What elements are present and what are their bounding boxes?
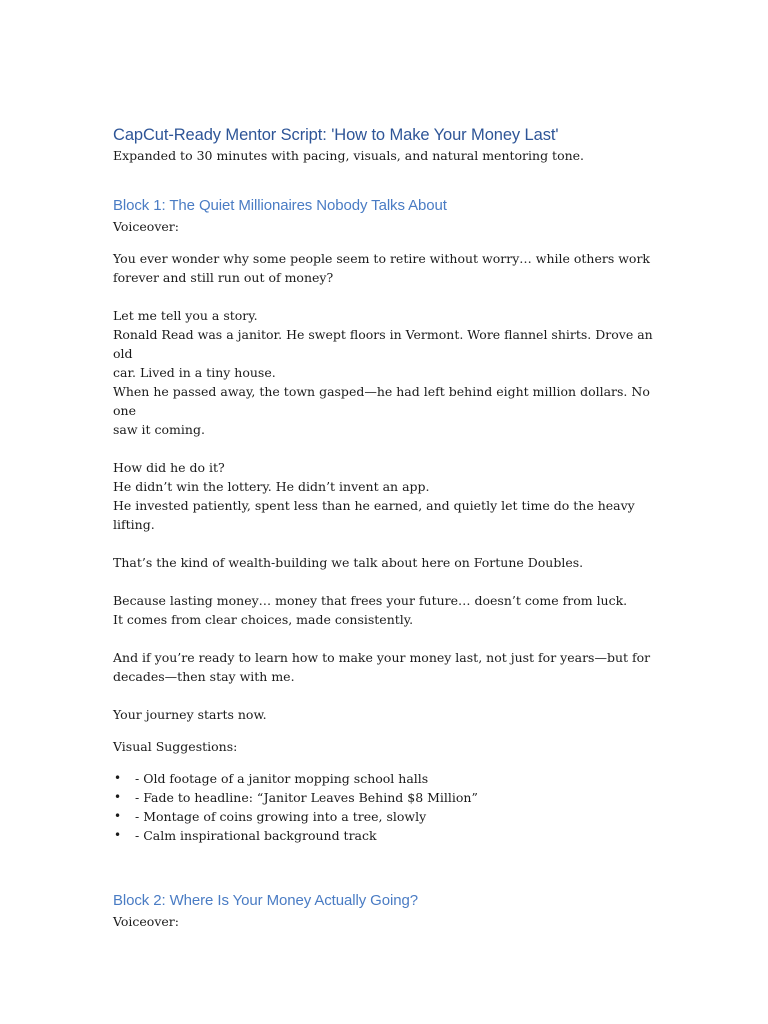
block-2-voiceover-label: Voiceover: bbox=[113, 914, 179, 929]
text-line: car. Lived in a tiny house. bbox=[113, 365, 276, 380]
paragraph bbox=[113, 705, 653, 724]
text-line: And if you’re ready to learn how to make your money last, not just for years—but for bbox=[113, 650, 651, 665]
bullet-icon: • bbox=[114, 771, 122, 785]
document-title: CapCut-Ready Mentor Script: 'How to Make Your Money Last' bbox=[113, 126, 559, 144]
paragraph bbox=[113, 458, 653, 534]
text-line: How did he do it? bbox=[113, 460, 225, 475]
list-item-text: - Fade to headline: “Janitor Leaves Behind $8 Million” bbox=[135, 790, 478, 805]
bullet-icon: • bbox=[114, 790, 122, 804]
block-1-visual-label: Visual Suggestions: bbox=[113, 739, 238, 754]
list-item bbox=[113, 788, 653, 807]
text-line: decades—then stay with me. bbox=[113, 669, 295, 684]
text-line: You ever wonder why some people seem to retire without worry… while others work bbox=[113, 251, 650, 266]
text-line: It comes from clear choices, made consistently. bbox=[113, 612, 414, 627]
list-item bbox=[113, 826, 653, 845]
text-line: Let me tell you a story. bbox=[113, 308, 258, 323]
block-2-heading: Block 2: Where Is Your Money Actually Going? bbox=[113, 892, 418, 909]
paragraph bbox=[113, 553, 653, 572]
bullet-icon: • bbox=[114, 828, 122, 842]
bullet-icon: • bbox=[114, 809, 122, 823]
block-1-heading: Block 1: The Quiet Millionaires Nobody Talks About bbox=[113, 197, 447, 214]
text-line: When he passed away, the town gasped—he had left behind eight million dollars. No one bbox=[113, 384, 650, 418]
text-line: saw it coming. bbox=[113, 422, 205, 437]
list-item bbox=[113, 769, 653, 788]
list-item-text: - Montage of coins growing into a tree, slowly bbox=[135, 809, 427, 824]
block-1-voiceover-text bbox=[113, 249, 653, 724]
text-line: Your journey starts now. bbox=[113, 707, 267, 722]
text-line: Because lasting money… money that frees your future… doesn’t come from luck. bbox=[113, 593, 628, 608]
list-item bbox=[113, 807, 653, 826]
paragraph bbox=[113, 591, 653, 629]
text-line: He invested patiently, spent less than he earned, and quietly let time do the heavy lifting. bbox=[113, 498, 635, 532]
paragraph bbox=[113, 648, 653, 686]
text-line: forever and still run out of money? bbox=[113, 270, 334, 285]
document-subtitle: Expanded to 30 minutes with pacing, visuals, and natural mentoring tone. bbox=[113, 148, 585, 163]
block-1-voiceover-label: Voiceover: bbox=[113, 219, 179, 234]
text-line: He didn’t win the lottery. He didn’t invent an app. bbox=[113, 479, 430, 494]
text-line: That’s the kind of wealth-building we talk about here on Fortune Doubles. bbox=[113, 555, 584, 570]
list-item-text: - Old footage of a janitor mopping school halls bbox=[135, 771, 429, 786]
visual-suggestions-list bbox=[113, 769, 653, 845]
paragraph bbox=[113, 249, 653, 287]
paragraph bbox=[113, 306, 653, 439]
document-content bbox=[113, 124, 653, 931]
text-line: Ronald Read was a janitor. He swept floors in Vermont. Wore flannel shirts. Drove an old bbox=[113, 327, 653, 361]
list-item-text: - Calm inspirational background track bbox=[135, 828, 377, 843]
